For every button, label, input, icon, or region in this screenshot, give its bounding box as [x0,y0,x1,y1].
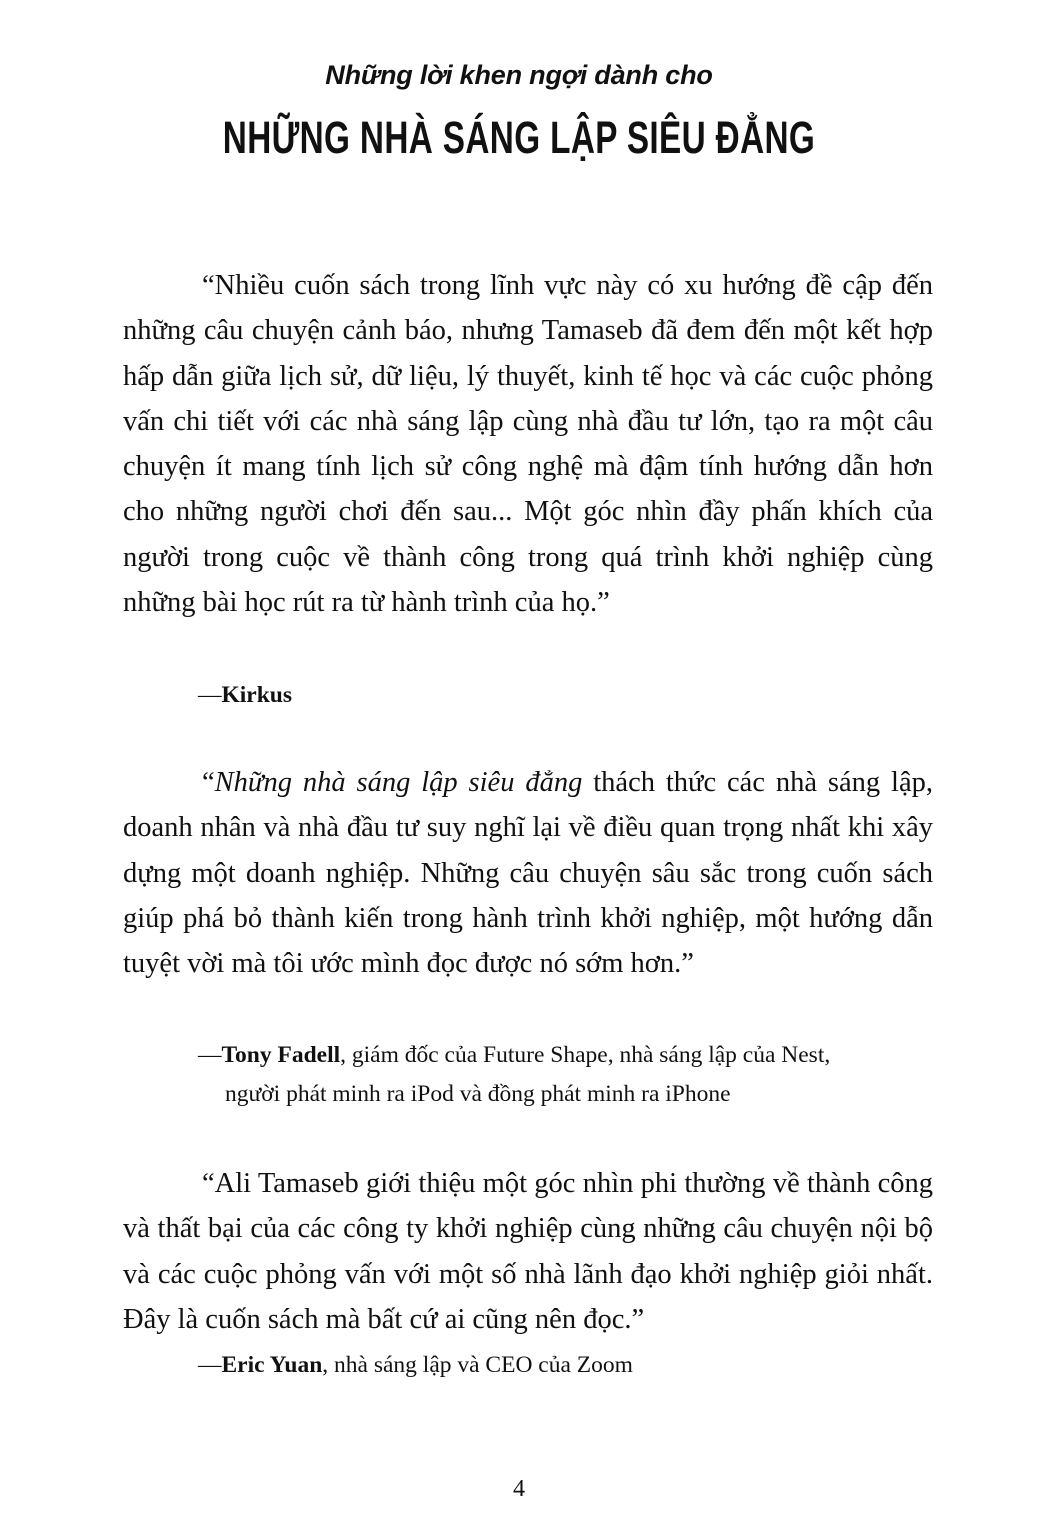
attribution-tony-fadell [198,1036,958,1114]
praise-subtitle: Những lời khen ngợi dành cho [325,60,713,90]
author-role-continued: người phát minh ra iPod và đồng phát minh ra iPhone [225,1081,731,1107]
attribution-dash: — [198,1042,222,1068]
quote-kirkus: “Nhiều cuốn sách trong lĩnh vực này có xu hướng đề cập đến những câu chuyện cảnh báo, nhưng Tamaseb đã đem đến một kết hợp hấp dẫn giữa lịch sử, dữ liệu, lý thuyết, kinh tế học và các cuộc phỏng vấn chi tiết với các nhà sáng lập cùng nhà đầu tư lớn, tạo ra một câu chuyện ít mang tính lịch sử công nghệ mà đậm tính hướng dẫn hơn cho những người chơi đến sau... Một góc nhìn đầy phấn khích của người trong cuộc về thành công trong quá trình khởi nghiệp cùng những bài học rút ra từ hành trình của họ.” [123,270,933,619]
author-name: Kirkus [221,682,293,708]
attribution-dash: — [198,682,222,708]
quote-body: thách thức các nhà sáng lập, doanh nhân và nhà đầu tư suy nghĩ lại về điều quan trọng nhất khi xây dựng một doanh nghiệp. Những câu chuyện sâu sắc trong cuốn sách giúp phá bỏ thành kiến trong hành trình khởi nghiệp, một hướng dẫn tuyệt vời mà tôi ước mình đọc được nó sớm hơn.” [123,767,933,980]
attribution-dash: — [198,1352,222,1378]
quote-eric-yuan: “Ali Tamaseb giới thiệu một góc nhìn phi thường về thành công và thất bại của các công ty khởi nghiệp cùng những câu chuyện nội bộ và các cuộc phỏng vấn với một số nhà lãnh đạo khởi nghiệp giỏi nhất. Đây là cuốn sách mà bất cứ ai cũng nên đọc.” [123,1168,933,1335]
open-quote: “ [202,767,215,798]
book-title-italic: Những nhà sáng lập siêu đẳng [214,767,583,798]
page-number: 4 [513,1476,525,1502]
author-name: Eric Yuan [221,1352,323,1378]
attribution-kirkus [198,676,958,715]
book-title: NHỮNG NHÀ SÁNG LẬP SIÊU ĐẲNG [222,112,816,163]
attribution-eric-yuan [198,1346,958,1385]
author-name: Tony Fadell [221,1042,341,1068]
quote-tony-fadell [123,760,933,986]
author-role: , nhà sáng lập và CEO của Zoom [322,1352,633,1378]
author-role: , giám đốc của Future Shape, nhà sáng lập của Nest, [340,1042,831,1068]
